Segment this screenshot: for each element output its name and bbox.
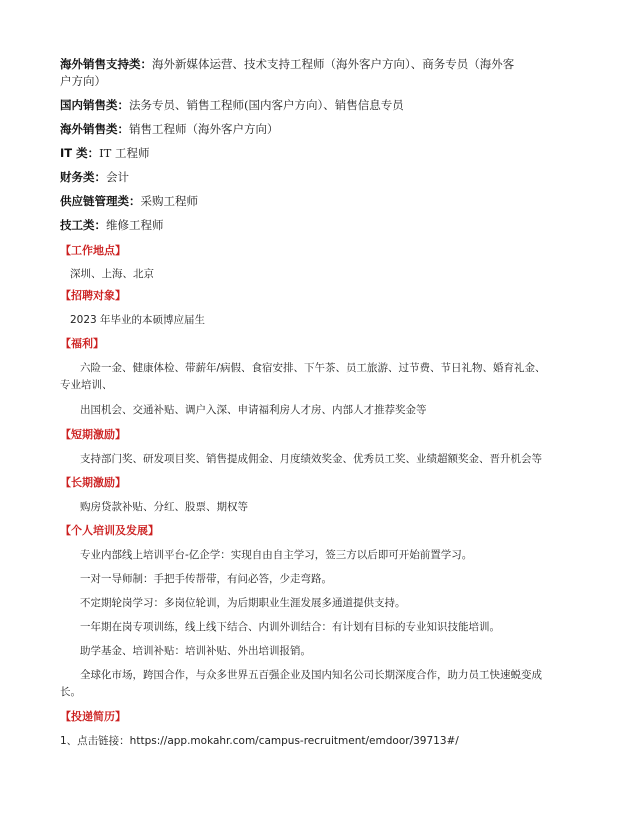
section-heading-apply: 【投递简历】 xyxy=(60,710,126,723)
training-final-line-2: 长。 xyxy=(60,686,81,698)
category-label: 财务类： xyxy=(60,170,106,184)
category-overseas-sales xyxy=(60,121,560,138)
category-label: 国内销售类： xyxy=(60,98,129,112)
category-label: 供应链管理类： xyxy=(60,194,141,208)
category-value: 会计 xyxy=(106,170,129,184)
section-heading-location: 【工作地点】 xyxy=(60,244,126,257)
section-heading-training: 【个人培训及发展】 xyxy=(60,524,159,537)
category-finance xyxy=(60,169,560,186)
section-heading-long-incentive: 【长期激励】 xyxy=(60,476,126,489)
target-text: 2023 年毕业的本硕博应届生 xyxy=(70,314,206,326)
training-item: 助学基金、培训补贴：培训补贴、外出培训报销。 xyxy=(80,645,311,657)
welfare-text-1: 六险一金、健康体检、带薪年/病假、食宿安排、下午茶、员工旅游、过节费、节日礼物、婚育礼金、 xyxy=(80,362,546,374)
training-item: 一对一导师制：手把手传帮带，有问必答，少走弯路。 xyxy=(80,573,332,585)
category-label: IT 类： xyxy=(60,146,100,160)
category-it xyxy=(60,145,560,162)
category-value: 法务专员、销售工程师(国内客户方向）、销售信息专员 xyxy=(129,98,404,112)
training-item: 专业内部线上培训平台-亿企学：实现自由自主学习，签三方以后即可开始前置学习。 xyxy=(80,549,473,561)
long-incentive-text: 购房贷款补贴、分红、股票、期权等 xyxy=(80,501,248,513)
category-value: IT 工程师 xyxy=(99,146,150,160)
welfare-text-2: 出国机会、交通补贴、调户入深、申请福利房人才房、内部人才推荐奖金等 xyxy=(80,404,427,416)
training-item: 不定期轮岗学习：多岗位轮训，为后期职业生涯发展多通道提供支持。 xyxy=(80,597,406,609)
short-incentive-text: 支持部门奖、研发项目奖、销售提成佣金、月度绩效奖金、优秀员工奖、业绩超额奖金、晋升机会等 xyxy=(80,453,542,465)
category-value: 销售工程师（海外客户方向） xyxy=(129,122,279,136)
welfare-text-1b: 专业培训、 xyxy=(60,379,113,391)
category-value: 海外新媒体运营、技术支持工程师（海外客户方向）、商务专员（海外客 xyxy=(152,57,515,71)
location-text: 深圳、上海、北京 xyxy=(70,268,154,280)
category-domestic-sales xyxy=(60,97,560,114)
category-label: 技工类： xyxy=(60,218,106,232)
category-overseas-sales-support-cont xyxy=(60,73,560,90)
category-supply-chain xyxy=(60,193,560,210)
category-value: 维修工程师 xyxy=(106,218,164,232)
section-heading-target: 【招聘对象】 xyxy=(60,289,126,302)
category-label: 海外销售支持类： xyxy=(60,57,152,71)
section-heading-short-incentive: 【短期激励】 xyxy=(60,428,126,441)
category-technician xyxy=(60,217,560,234)
training-item: 一年期在岗专项训练，线上线下结合、内训外训结合：有计划有目标的专业知识技能培训。 xyxy=(80,621,500,633)
section-heading-welfare: 【福利】 xyxy=(60,337,104,350)
category-value-continued: 户方向） xyxy=(60,74,106,88)
training-final-line-1: 全球化市场，跨国合作，与众多世界五百强企业及国内知名公司长期深度合作，助力员工快速蜕变成 xyxy=(80,669,542,681)
apply-link-text[interactable]: 1、点击链接：https://app.mokahr.com/campus-recruitment/emdoor/39713#/ xyxy=(60,735,459,747)
category-overseas-sales-support xyxy=(60,56,560,73)
category-value: 采购工程师 xyxy=(140,194,198,208)
category-label: 海外销售类： xyxy=(60,122,129,136)
